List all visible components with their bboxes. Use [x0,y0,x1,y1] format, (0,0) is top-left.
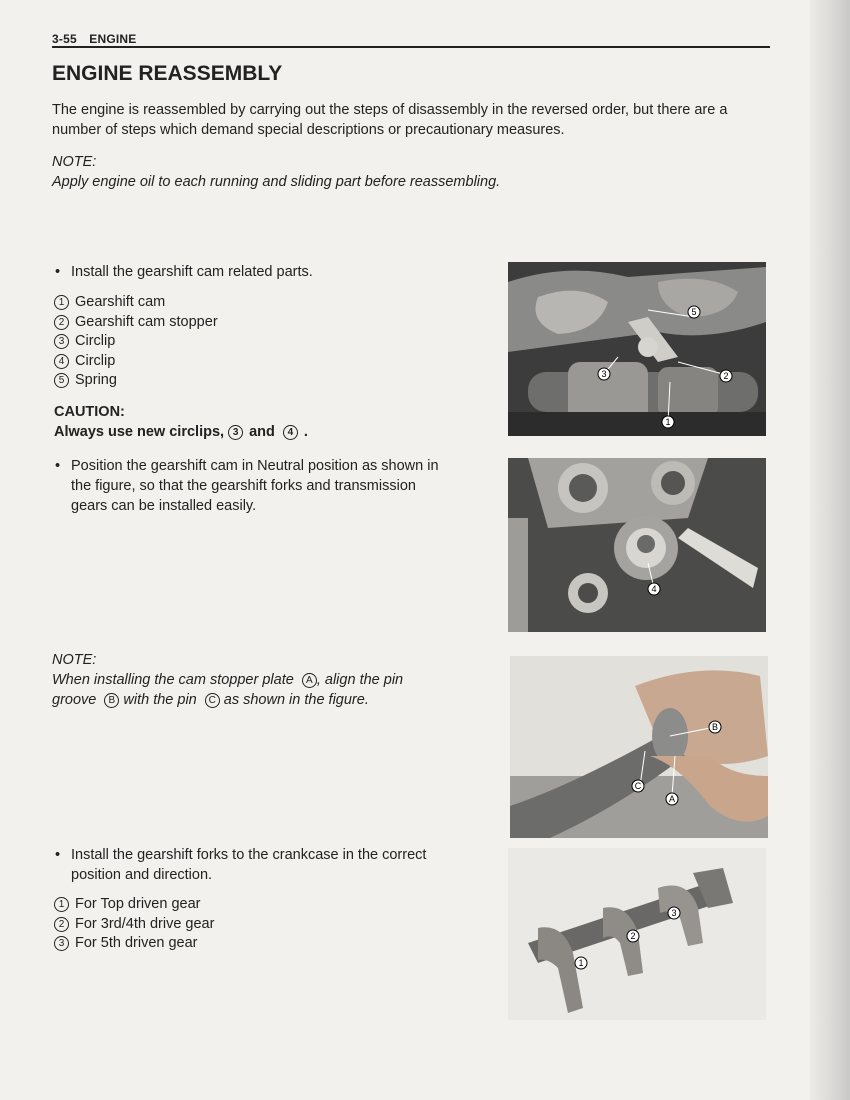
bullet-dot: • [55,458,61,474]
list-item: 1 For Top driven gear [54,895,214,915]
page-header [52,30,770,48]
svg-text:C: C [634,781,642,791]
section-name: ENGINE [89,32,137,46]
note-2 [52,650,403,710]
step-1 [55,262,313,282]
list-item: 3 Circlip [54,332,218,352]
note-2-label: NOTE: [52,652,97,668]
note-1-label: NOTE: [52,154,97,170]
photo-gearshift-cam-neutral [508,458,766,632]
caution-label: CAUTION: [54,404,125,420]
photo-gearshift-cam-parts [508,262,766,436]
step-2: • Position the gearshift cam in Neutral position as shown in the figure, so that the gearshift forks and transmission gears can be installed easily. [55,458,439,514]
svg-text:2: 2 [723,371,729,381]
bullet-dot: • [55,847,61,863]
photo-cam-stopper-plate [510,656,768,838]
note-2-line-2: groove B with the pin C as shown in the figure. [52,692,369,708]
caution-text: Always use new circlips, 3 and 4 . [54,424,308,440]
page-edge [810,0,850,1100]
svg-text:B: B [711,722,719,732]
list-item: 5 Spring [54,371,218,391]
step-1-text: Install the gearshift cam related parts. [71,264,313,280]
caution-block [54,402,308,442]
step-3: • Install the gearshift forks to the crankcase in the correct position and direction. [55,847,427,883]
note-1-text: Apply engine oil to each running and sliding part before reassembling. [52,174,501,190]
svg-text:1: 1 [665,417,671,427]
list-item: 4 Circlip [54,352,218,372]
note-2-line-1: When installing the cam stopper plate A , align the pin [52,672,404,688]
photo-gearshift-forks [508,848,766,1020]
svg-text:4: 4 [651,584,657,594]
step-1-parts-list [54,293,218,391]
bullet-dot: • [55,264,61,280]
page-number: 3-55 [52,32,77,46]
list-item: 1 Gearshift cam [54,293,218,313]
list-item: 2 Gearshift cam stopper [54,313,218,333]
svg-text:1: 1 [578,958,584,968]
step-3-forks-list [54,895,214,954]
svg-text:3: 3 [671,908,677,918]
svg-text:A: A [668,794,676,804]
list-item: 2 For 3rd/4th drive gear [54,915,214,935]
list-item: 3 For 5th driven gear [54,934,214,954]
page-title: ENGINE REASSEMBLY [52,62,283,85]
svg-text:3: 3 [601,369,607,379]
svg-text:2: 2 [630,931,636,941]
intro-paragraph: The engine is reassembled by carrying out the steps of disassembly in the reversed order, but there are a number of steps which demand special descriptions or precautionary measures. [52,102,728,138]
note-1 [52,152,500,192]
svg-text:5: 5 [691,307,697,317]
